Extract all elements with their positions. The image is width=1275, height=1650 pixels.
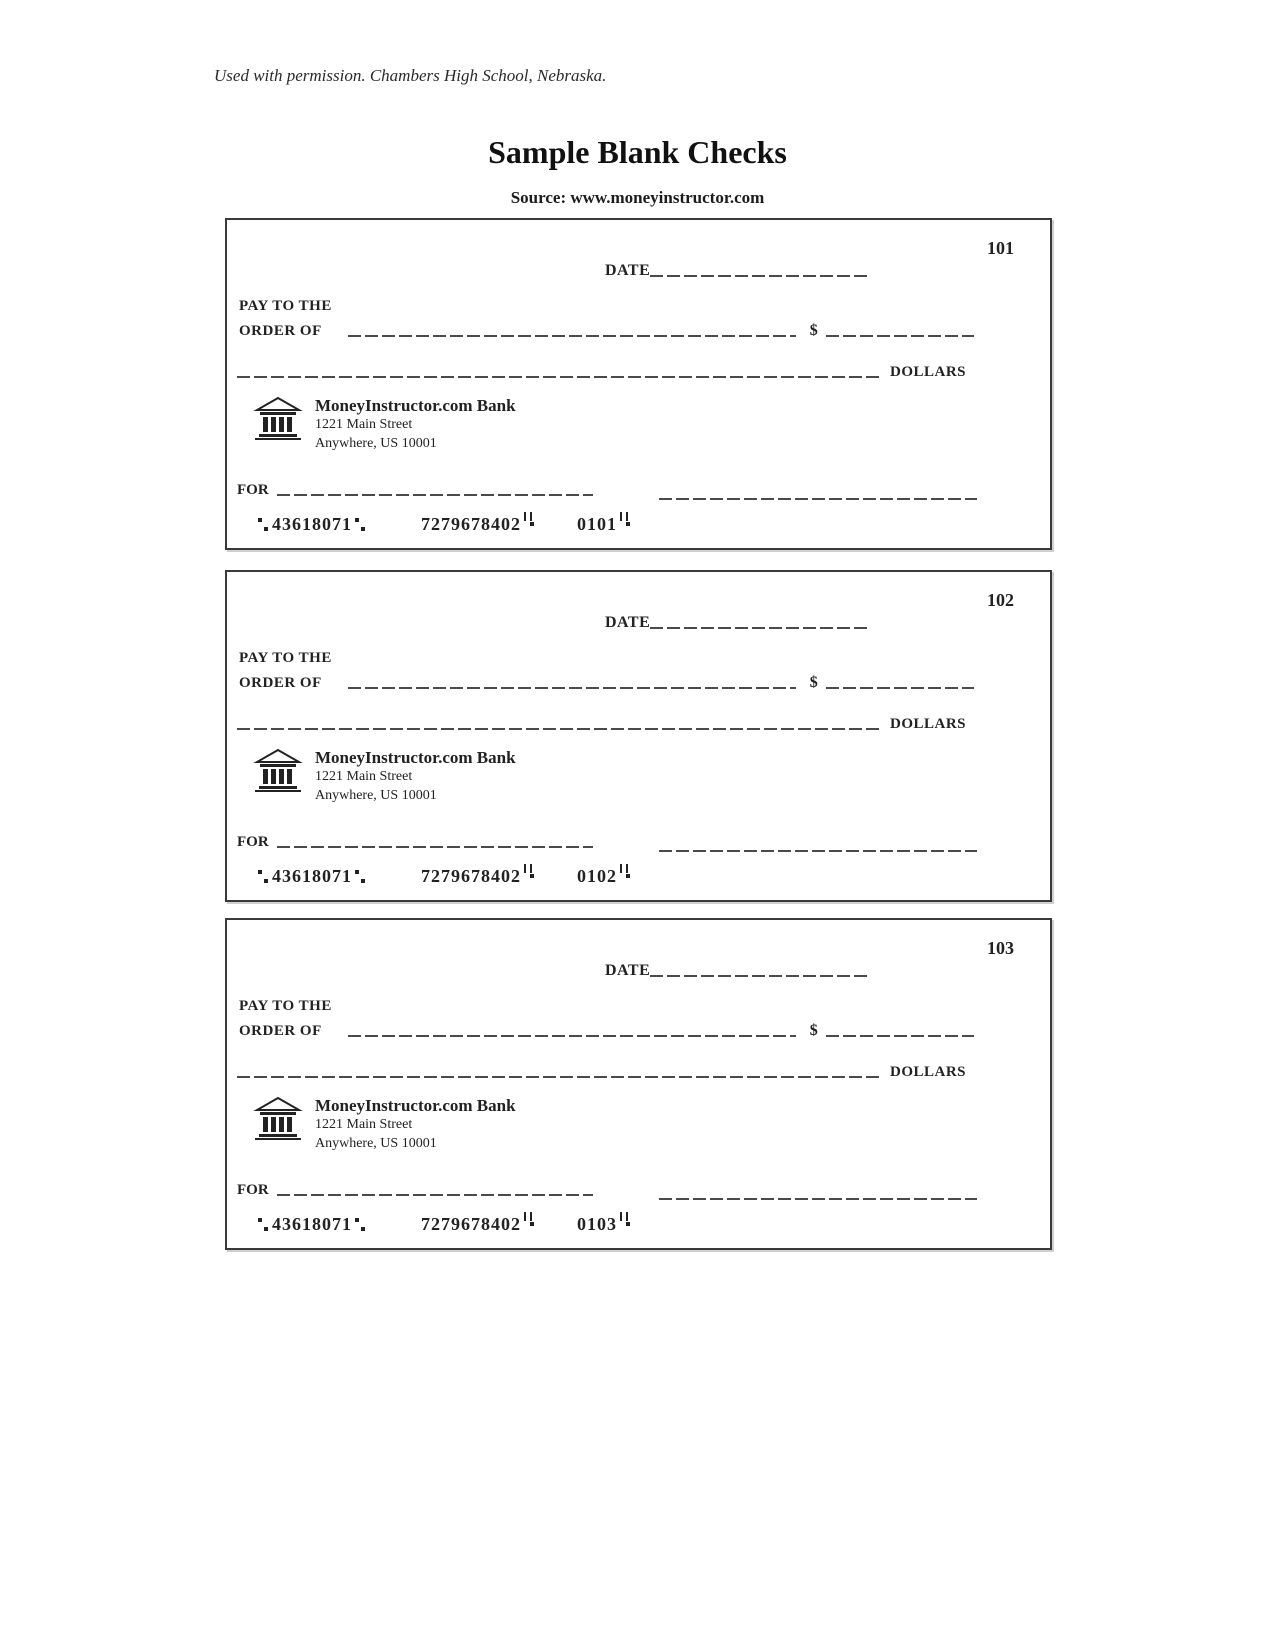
bank-text: [315, 748, 516, 806]
micr-line: [255, 1212, 633, 1235]
order-of-label: ORDER OF: [239, 323, 322, 339]
micr-onus-icon: [619, 512, 631, 528]
written-amount-line: [237, 1076, 882, 1078]
bank-building-icon: [253, 396, 303, 442]
payee-line: [348, 687, 796, 689]
micr-account-number: 7279678402: [421, 514, 521, 534]
amount-line: [826, 1035, 974, 1037]
for-label: FOR: [237, 1182, 269, 1198]
bank-block: [253, 1096, 516, 1154]
amount-line: [826, 335, 974, 337]
check-102: [225, 570, 1052, 902]
for-label: FOR: [237, 834, 269, 850]
payee-line: [348, 335, 796, 337]
bank-text: [315, 1096, 516, 1154]
micr-onus-icon: [619, 1212, 631, 1228]
dollars-row: [237, 364, 966, 381]
pay-to-the-label: PAY TO THE: [239, 998, 332, 1014]
micr-transit-icon: [355, 869, 366, 884]
written-amount-line: [237, 376, 882, 378]
signature-line: [659, 498, 977, 500]
date-row: [605, 962, 868, 980]
amount-line: [826, 687, 974, 689]
page-title: Sample Blank Checks: [488, 134, 787, 170]
micr-onus-icon: [523, 512, 535, 528]
micr-routing-number: 43618071: [272, 866, 352, 886]
date-row: [605, 262, 868, 280]
date-label: DATE: [605, 614, 651, 631]
micr-line: [255, 864, 633, 887]
bank-building-icon: [253, 748, 303, 794]
bank-building-icon: [253, 1096, 303, 1142]
dollar-sign: $: [809, 1022, 819, 1039]
dollar-sign: $: [809, 674, 819, 691]
dollars-row: [237, 1064, 966, 1081]
micr-transit-icon: [258, 1217, 269, 1232]
micr-routing-number: 43618071: [272, 514, 352, 534]
bank-city: Anywhere, US 10001: [315, 435, 437, 451]
bank-text: [315, 396, 516, 454]
bank-block: [253, 396, 516, 454]
memo-line: [277, 846, 593, 848]
bank-city: Anywhere, US 10001: [315, 787, 437, 803]
order-of-row: [239, 674, 974, 692]
order-of-label: ORDER OF: [239, 1023, 322, 1039]
check-number: 102: [987, 590, 1014, 610]
bank-city: Anywhere, US 10001: [315, 1135, 437, 1151]
pay-to-the-label: PAY TO THE: [239, 298, 332, 314]
dollars-label: DOLLARS: [890, 364, 967, 380]
signature-line: [659, 1198, 977, 1200]
memo-line: [277, 494, 593, 496]
check-number: 103: [987, 938, 1014, 958]
date-label: DATE: [605, 962, 651, 979]
micr-onus-icon: [619, 864, 631, 880]
bank-name: MoneyInstructor.com Bank: [315, 1096, 516, 1115]
micr-line: [255, 512, 633, 535]
written-amount-line: [237, 728, 882, 730]
date-line: [650, 975, 868, 977]
for-row: [237, 1182, 593, 1199]
dollars-label: DOLLARS: [890, 1064, 967, 1080]
signature-line: [659, 850, 977, 852]
micr-transit-icon: [258, 517, 269, 532]
micr-onus-icon: [523, 1212, 535, 1228]
payee-line: [348, 1035, 796, 1037]
micr-transit-icon: [355, 1217, 366, 1232]
micr-check-number: 0103: [577, 1214, 617, 1234]
pay-to-the-label: PAY TO THE: [239, 650, 332, 666]
micr-routing-number: 43618071: [272, 1214, 352, 1234]
order-of-row: [239, 1022, 974, 1040]
bank-block: [253, 748, 516, 806]
order-of-label: ORDER OF: [239, 675, 322, 691]
source-line: Source: www.moneyinstructor.com: [510, 188, 765, 207]
order-of-row: [239, 322, 974, 340]
for-label: FOR: [237, 482, 269, 498]
date-line: [650, 275, 868, 277]
date-row: [605, 614, 868, 632]
for-row: [237, 482, 593, 499]
memo-line: [277, 1194, 593, 1196]
micr-check-number: 0101: [577, 514, 617, 534]
bank-name: MoneyInstructor.com Bank: [315, 748, 516, 767]
date-line: [650, 627, 868, 629]
micr-check-number: 0102: [577, 866, 617, 886]
micr-transit-icon: [258, 869, 269, 884]
check-number: 101: [987, 238, 1014, 258]
micr-account-number: 7279678402: [421, 1214, 521, 1234]
for-row: [237, 834, 593, 851]
bank-street: 1221 Main Street: [315, 1117, 413, 1132]
attribution-text: Used with permission. Chambers High School, Nebraska.: [214, 66, 607, 85]
dollars-row: [237, 716, 966, 733]
bank-name: MoneyInstructor.com Bank: [315, 396, 516, 415]
date-label: DATE: [605, 262, 651, 279]
check-103: [225, 918, 1052, 1250]
dollars-label: DOLLARS: [890, 716, 967, 732]
micr-account-number: 7279678402: [421, 866, 521, 886]
bank-street: 1221 Main Street: [315, 769, 413, 784]
check-101: [225, 218, 1052, 550]
micr-onus-icon: [523, 864, 535, 880]
micr-transit-icon: [355, 517, 366, 532]
bank-street: 1221 Main Street: [315, 417, 413, 432]
dollar-sign: $: [809, 322, 819, 339]
